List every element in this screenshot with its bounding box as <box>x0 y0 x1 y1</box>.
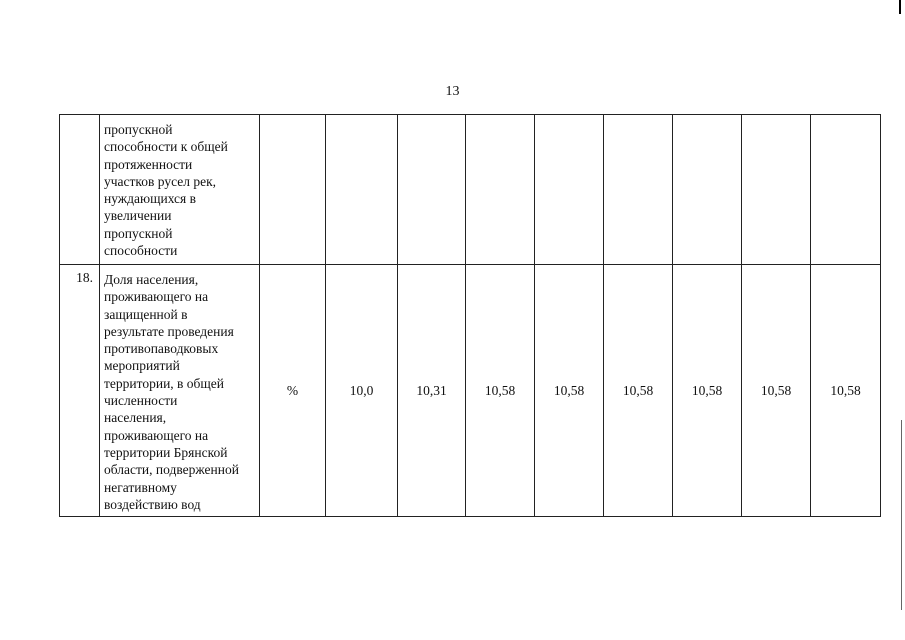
scan-edge-mark-top <box>899 0 901 14</box>
value-cell: 10,58 <box>466 265 535 517</box>
table-row <box>60 265 881 517</box>
value-cell <box>811 115 881 265</box>
value-cell: 10,0 <box>326 265 398 517</box>
value-cell <box>326 115 398 265</box>
value-cell <box>398 115 466 265</box>
row-number-cell <box>60 115 100 265</box>
value-cell: 10,58 <box>742 265 811 517</box>
indicator-name-cell: пропускной способности к общей протяженности участков русел рек, нуждающихся в увеличении пропускной способности <box>100 115 260 265</box>
value-cell: 10,58 <box>535 265 604 517</box>
value-cell <box>742 115 811 265</box>
indicator-name-cell: Доля населения, проживающего на защищенной в результате проведения противопаводковых мероприятий территории, в общей численности населения, проживающего на территории Брянской области, подверженной негативному воздействию вод <box>100 265 260 517</box>
value-cell: 10,58 <box>673 265 742 517</box>
value-cell: 10,31 <box>398 265 466 517</box>
unit-cell: % <box>260 265 326 517</box>
value-cell <box>466 115 535 265</box>
value-cell: 10,58 <box>811 265 881 517</box>
unit-cell <box>260 115 326 265</box>
value-cell <box>604 115 673 265</box>
value-cell: 10,58 <box>604 265 673 517</box>
table-row <box>60 115 881 265</box>
scan-edge-mark-right <box>901 420 902 610</box>
row-number-cell: 18. <box>60 265 100 517</box>
value-cell <box>673 115 742 265</box>
indicator-table <box>59 114 881 517</box>
page-number: 13 <box>445 84 460 99</box>
value-cell <box>535 115 604 265</box>
